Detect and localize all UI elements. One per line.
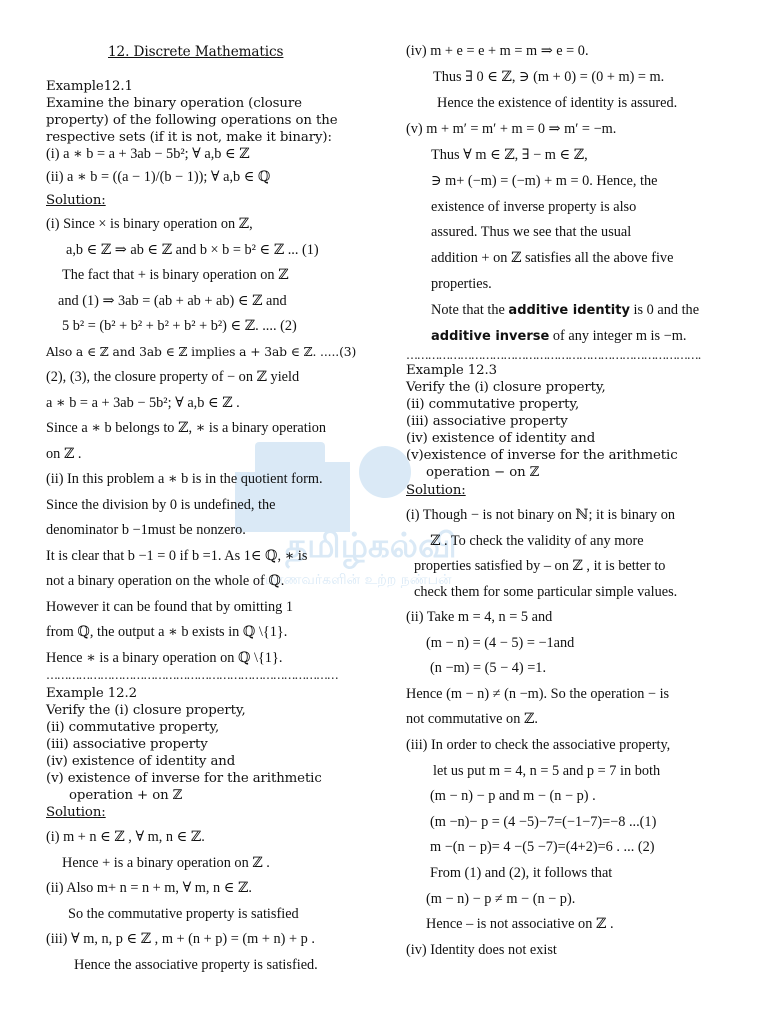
example-12-2-solution-label: Solution:: [46, 805, 106, 820]
solution-line: on ℤ .: [46, 446, 82, 462]
note-additive-identity: additive identity: [508, 303, 630, 318]
solution-line: not commutative on ℤ.: [406, 711, 538, 727]
example-12-2-continued-line: (v) m + m′ = m′ + m = 0 ⇒ m′ = −m.: [406, 121, 617, 137]
solution-line: (n −m) = (5 − 4) =1.: [430, 660, 547, 676]
example-12-2-question-line: operation + on ℤ: [69, 788, 183, 803]
solution-line: ℤ . To check the validity of any more: [430, 533, 644, 549]
solution-line: (iii) In order to check the associative property,: [406, 737, 671, 753]
example-12-3-question-line: (iii) associative property: [406, 414, 568, 429]
solution-line: let us put m = 4, n = 5 and p = 7 in both: [433, 763, 661, 779]
example-12-2-continued-line: ∋ m+ (−m) = (−m) + m = 0. Hence, the: [431, 173, 658, 189]
solution-line: m −(n − p)= 4 −(5 −7)=(4+2)=6 . ... (2): [430, 839, 655, 855]
example-12-1-heading: Example12.1: [46, 79, 133, 94]
solution-line: and (1) ⇒ 3ab = (ab + ab + ab) ∈ ℤ and: [58, 293, 287, 309]
example-12-1-part-i: (i) a ∗ b = a + 3ab − 5b²; ∀ a,b ∈ ℤ: [46, 146, 250, 162]
example-12-2-continued-line: assured. Thus we see that the usual: [431, 224, 632, 240]
example-12-2-continued-line: addition + on ℤ satisfies all the above five: [431, 250, 674, 266]
page-title: 12. Discrete Mathematics: [108, 44, 284, 60]
solution-line: (i) Though − is not binary on ℕ; it is binary on: [406, 507, 676, 523]
example-12-2-continued-line: Thus ∀ m ∈ ℤ, ∃ − m ∈ ℤ,: [431, 147, 588, 163]
note-text: of any integer m is −m.: [549, 328, 687, 344]
solution-line: (ii) In this problem a ∗ b is in the quotient form.: [46, 471, 323, 487]
solution-line: (ii) Take m = 4, n = 5 and: [406, 609, 553, 625]
solution-line: (iv) Identity does not exist: [406, 942, 557, 958]
example-12-2-question-line: (ii) commutative property,: [46, 720, 220, 735]
note-line-2: [431, 328, 686, 345]
example-12-3-solution-label: Solution:: [406, 483, 466, 498]
solution-line: Hence – is not associative on ℤ .: [426, 916, 614, 932]
note-text: is 0 and the: [629, 302, 700, 318]
example-12-2-question-line: (v) existence of inverse for the arithmetic: [46, 771, 322, 786]
example-12-3-question-line: (ii) commutative property,: [406, 397, 580, 412]
example-12-2-continued-line: (iv) m + e = e + m = m ⇒ e = 0.: [406, 43, 589, 59]
example-12-1-question-line: property) of the following operations on the: [46, 113, 338, 128]
solution-line: properties satisfied by – on ℤ , it is better to: [414, 558, 666, 574]
solution-line: check them for some particular simple values.: [414, 584, 678, 600]
solution-line: So the commutative property is satisfied: [68, 906, 299, 922]
solution-line: Hence the associative property is satisfied.: [74, 957, 318, 973]
note-line-1: [431, 302, 699, 319]
example-12-2-heading: Example 12.2: [46, 686, 138, 701]
example-12-2-question-line: (iii) associative property: [46, 737, 208, 752]
example-12-1-solution-label: Solution:: [46, 193, 106, 208]
note-text: Note that the: [431, 302, 509, 318]
solution-line: 5 b² = (b² + b² + b² + b² + b²) ∈ ℤ. .... (2): [62, 318, 297, 334]
solution-line: Hence (m − n) ≠ (n −m). So the operation − is: [406, 686, 670, 702]
example-12-2-continued-line: existence of inverse property is also: [431, 199, 637, 215]
example-12-2-question-line: (iv) existence of identity and: [46, 754, 236, 769]
solution-line: Hence ∗ is a binary operation on ℚ \{1}.: [46, 650, 283, 666]
solution-line: Since a ∗ b belongs to ℤ, ∗ is a binary operation: [46, 420, 327, 436]
solution-line: However it can be found that by omitting 1: [46, 599, 293, 615]
solution-line: denominator b −1must be nonzero.: [46, 522, 246, 538]
example-12-3-question-line: operation − on ℤ: [426, 465, 540, 480]
example-12-2-continued-line: Thus ∃ 0 ∈ ℤ, ∋ (m + 0) = (0 + m) = m.: [433, 69, 665, 85]
watermark-tagline: மாணவர்களின் உற்ற நண்பன்: [265, 572, 452, 588]
example-12-2-continued-line: properties.: [431, 276, 492, 292]
example-12-1-question-line: respective sets (if it is not, make it binary):: [46, 130, 332, 145]
separator-dotted: ……………………………………………………………………….: [406, 348, 701, 362]
example-12-3-question-line: (iv) existence of identity and: [406, 431, 596, 446]
solution-line: From (1) and (2), it follows that: [430, 865, 613, 881]
solution-line: Since the division by 0 is undefined, the: [46, 497, 276, 513]
example-12-2-question-line: Verify the (i) closure property,: [46, 703, 246, 718]
solution-line: (m −n)− p = (4 −5)−7=(−1−7)=−8 ...(1): [430, 814, 657, 830]
solution-line: from ℚ, the output a ∗ b exists in ℚ \{1}.: [46, 624, 288, 640]
solution-line: (m − n) − p and m − (n − p) .: [430, 788, 596, 804]
solution-line: a,b ∈ ℤ ⇒ ab ∈ ℤ and b × b = b² ∈ ℤ ... (1): [66, 242, 319, 258]
example-12-2-continued-line: Hence the existence of identity is assured.: [437, 95, 678, 111]
solution-line: Also a ∈ ℤ and 3ab ∈ ℤ implies a + 3ab ∈ ℤ. .....(3): [46, 345, 357, 359]
example-12-1-question-line: Examine the binary operation (closure: [46, 96, 302, 111]
solution-line: (m − n) = (4 − 5) = −1and: [426, 635, 575, 651]
solution-line: (iii) ∀ m, n, p ∈ ℤ , m + (n + p) = (m + n) + p .: [46, 931, 315, 947]
solution-line: (2), (3), the closure property of − on ℤ yield: [46, 369, 300, 385]
example-12-1-part-ii: (ii) a ∗ b = ((a − 1)/(b − 1)); ∀ a,b ∈ ℚ: [46, 169, 271, 185]
watermark-site-text: தமிழ்கல்வி: [285, 526, 457, 566]
example-12-3-heading: Example 12.3: [406, 363, 498, 378]
note-additive-inverse: additive inverse: [431, 329, 550, 344]
solution-line: It is clear that b −1 = 0 if b =1. As 1∈ ℚ, ∗ is: [46, 548, 308, 564]
solution-line: (i) m + n ∈ ℤ , ∀ m, n ∈ ℤ.: [46, 829, 205, 845]
solution-line: The fact that + is binary operation on ℤ: [62, 267, 289, 283]
solution-line: not a binary operation on the whole of ℚ.: [46, 573, 285, 589]
solution-line: (ii) Also m+ n = n + m, ∀ m, n ∈ ℤ.: [46, 880, 252, 896]
solution-line: (i) Since × is binary operation on ℤ,: [46, 216, 253, 232]
solution-line: Hence + is a binary operation on ℤ .: [62, 855, 270, 871]
solution-line: a ∗ b = a + 3ab − 5b²; ∀ a,b ∈ ℤ .: [46, 395, 240, 411]
separator-dotted: ………………………………………………………………………: [46, 668, 338, 682]
example-12-3-question-line: Verify the (i) closure property,: [406, 380, 606, 395]
solution-line: (m − n) − p ≠ m − (n − p).: [426, 891, 576, 907]
example-12-3-question-line: (v)existence of inverse for the arithmetic: [406, 448, 678, 463]
